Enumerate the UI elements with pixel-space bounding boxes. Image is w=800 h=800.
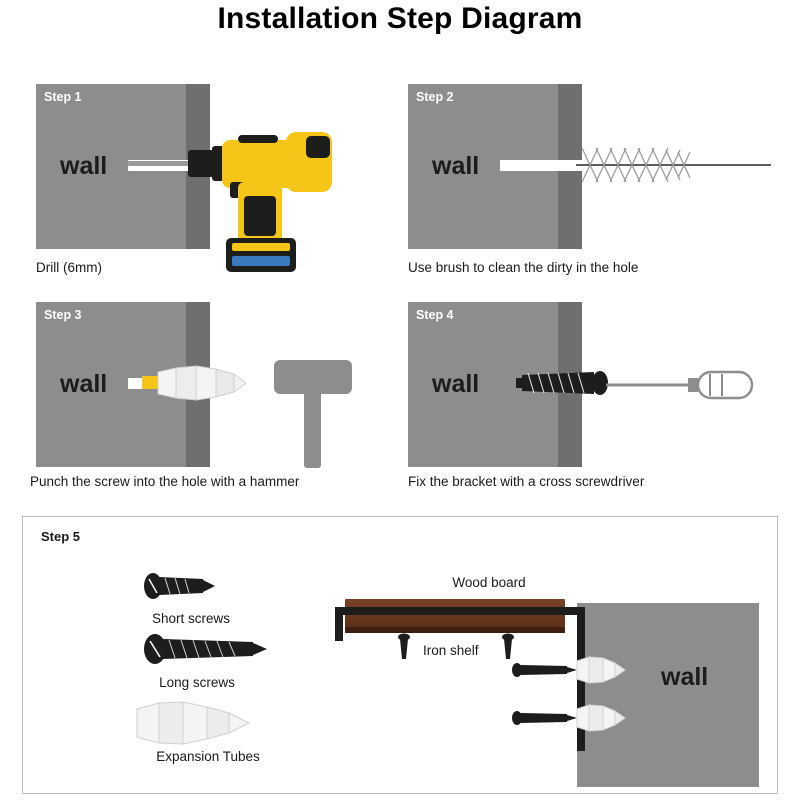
step-panel-5 [22, 516, 778, 794]
legend-label: Short screws [151, 611, 231, 626]
wall-label: wall [432, 370, 480, 398]
expansion-tube-icon [142, 364, 252, 402]
wall-anchor-1 [575, 655, 631, 685]
step-tag: Step 2 [416, 90, 454, 104]
step-caption: Fix the bracket with a cross screwdriver [408, 474, 645, 489]
legend-expansion-tube [119, 699, 299, 779]
step-panel-1 [36, 84, 366, 274]
legend-short-screw [121, 565, 261, 635]
shelf-screw-up-1 [397, 633, 411, 661]
page-title: Installation Step Diagram [217, 2, 583, 35]
legend-label: Expansion Tubes [156, 749, 260, 764]
wall-anchor-2 [575, 703, 631, 733]
power-drill-icon [186, 104, 366, 274]
cleaning-brush-icon [576, 144, 771, 186]
wall-block [577, 603, 759, 787]
drill-hole [500, 160, 588, 171]
step-tag: Step 3 [44, 308, 82, 322]
wall-label: wall [60, 152, 108, 180]
legend-long-screw [121, 627, 281, 703]
wall-label: wall [60, 370, 108, 398]
step-panel-3 [30, 302, 386, 494]
step-caption: Punch the screw into the hole with a hammer [30, 474, 300, 489]
step-caption: Use brush to clean the dirty in the hole [408, 260, 639, 275]
wall-label: wall [661, 663, 709, 691]
iron-shelf-label: Iron shelf [423, 643, 479, 658]
cross-screwdriver-icon [606, 364, 766, 406]
wall-screw-1 [511, 661, 581, 679]
wall-screw-2 [511, 709, 581, 727]
assembly-drawing [301, 557, 761, 787]
step-panel-2 [408, 84, 768, 274]
step-tag: Step 4 [416, 308, 454, 322]
hammer-icon [274, 360, 354, 470]
step-tag: Step 1 [44, 90, 82, 104]
step-panel-4 [408, 302, 768, 494]
step-caption: Drill (6mm) [36, 260, 102, 275]
step-tag: Step 5 [41, 529, 81, 544]
wall-label: wall [432, 152, 480, 180]
wood-board-label: Wood board [452, 575, 526, 590]
legend-label: Long screws [159, 675, 235, 690]
